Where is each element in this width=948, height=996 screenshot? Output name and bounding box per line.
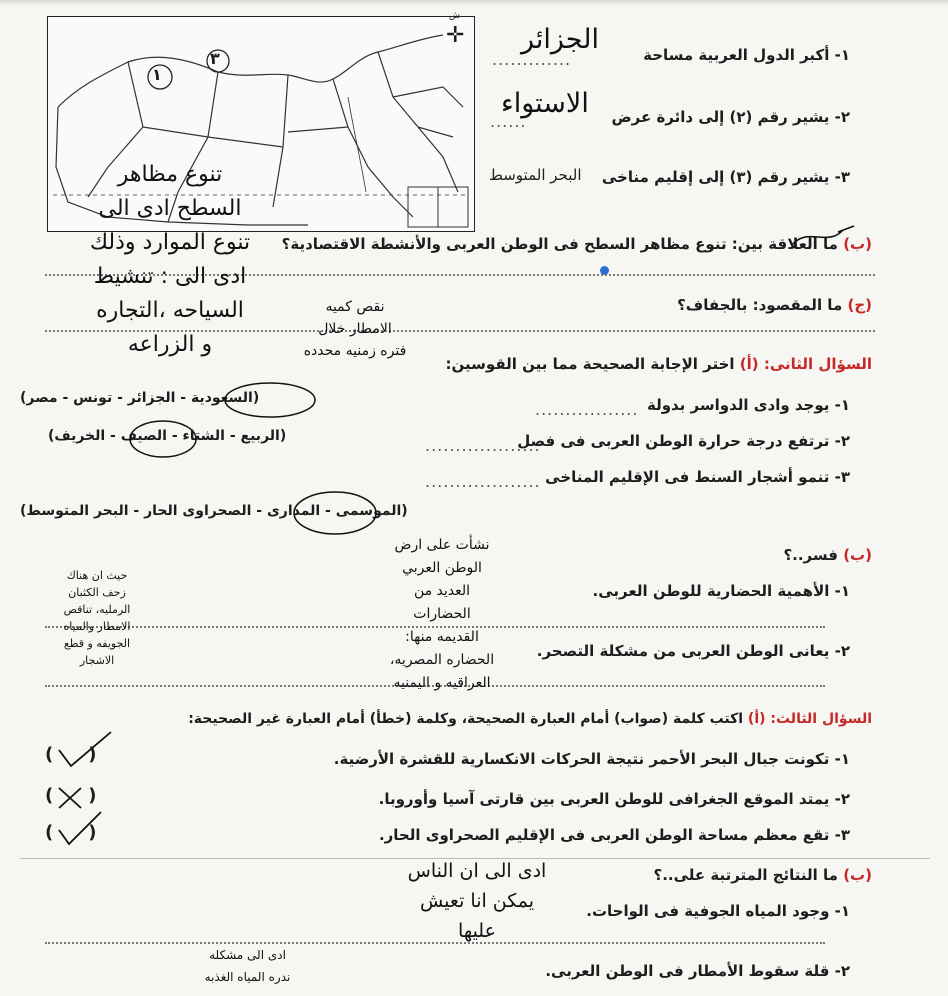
s1-c-label: (ج) (847, 296, 872, 314)
s1-c-question-row (677, 296, 872, 314)
s2-opts2: (الربيع - الشتاء - الصيف - الخريف) (48, 428, 287, 444)
s2-b-q2-answer-line-6: الاشجار (79, 654, 115, 667)
s2-b-q2-answer-line-2: زحف الكثبان (68, 586, 126, 599)
s3-b-q1-answer-line-1: ادى الى ان الناس (407, 860, 547, 882)
s3-b-q1-answer-line-3: عليها (458, 920, 496, 942)
strike-scribble (788, 222, 858, 252)
s2-head-text: اختر الإجابة الصحيحة مما بين القوسين: (445, 355, 735, 373)
s1-b-answer-line-3: تنوع الموارد وذلك (89, 230, 251, 255)
s3-b-q2-answer-line-1: ادى الى مشكله (209, 948, 286, 962)
s3-b-header (654, 866, 873, 884)
compass-icon: ✛ (446, 23, 465, 48)
s2-b-q1-answer-line-1: نشأت على ارض (394, 537, 490, 553)
s1-q1: ١- أكبر الدول العربية مساحة (643, 46, 850, 64)
s1-q2-dots: ...... (490, 112, 527, 131)
s3-q3-paren: ( ) (45, 822, 99, 843)
s2-opts3: (الموسمى - المدارى - الصحراوى الحار - البحر المتوسط) (20, 503, 408, 519)
circle-answer-3 (292, 490, 378, 536)
s1-a3-handwritten: البحر المتوسط (489, 166, 582, 184)
s2-q3: ٣- تنمو أشجار السنط فى الإقليم المناخى (545, 468, 850, 486)
s1-b-question: ما العلاقة بين: تنوع مظاهر السطح فى الوطن العربى والأنشطة الاقتصادية؟ (281, 235, 838, 253)
s1-a1-handwritten: الجزائر (521, 24, 599, 55)
check-mark-icon (55, 728, 115, 770)
s3-b-q2-answer-line-2: ندره المياه الغذبه (204, 970, 291, 984)
s1-c-answer-line (45, 330, 875, 332)
s2-opts1: (السعودية - الجزائر - تونس - مصر) (20, 390, 260, 406)
s2-b-q1-answer-line-2: الوطن العربي (402, 560, 482, 576)
s3-head-text: اكتب كلمة (صواب) أمام العبارة الصحيحة، وكلمة (خطأ) أمام العبارة غير الصحيحة: (188, 711, 744, 727)
s2-b-q2: ٢- يعانى الوطن العربى من مشكلة التصحر. (536, 642, 850, 660)
s3-q1: ١- تكونت جبال البحر الأحمر نتيجة الحركات الانكسارية للقشرة الأرضية. (333, 750, 850, 768)
compass-north-label: ش (449, 11, 460, 21)
s3-b-q1: ١- وجود المياه الجوفية فى الواحات. (586, 902, 850, 920)
s2-header (446, 355, 872, 373)
s2-b-q1-answer-line-3: العديد من (413, 583, 471, 599)
s2-b-q1-answer-line-6: الحضاره المصريه، (389, 652, 495, 668)
s3-q2-paren: ( ) (45, 785, 99, 806)
map-label-1: ١ (152, 65, 162, 84)
s1-b-answer-line-4: ادى الى : تنشيط (93, 264, 247, 289)
s2-b-q1-answer-line-4: الحضارات (413, 606, 471, 622)
s3-q2: ٢- يمتد الموقع الجغرافى للوطن العربى بين قارتى آسيا وأوروبا. (378, 790, 850, 808)
s1-c-answer-line-3: فتره زمنيه محدده (303, 343, 407, 359)
s1-q3: ٣- يشير رقم (٣) إلى إقليم مناخى (601, 168, 850, 186)
s2-b-q2-answer-line-5: الجويفه و قطع (63, 637, 131, 650)
s1-b-answer-line-1: تنوع مظاهر (117, 162, 223, 187)
s2-b-q2-answer-line-1: حيث ان هناك (66, 569, 128, 582)
s2-b-q2-answer-line-3: الرمليه، تناقص (63, 603, 131, 616)
s3-b-q1-answer (382, 856, 572, 946)
s2-q1: ١- يوجد وادى الدواسر بدولة (646, 396, 850, 414)
map-label-3: ٣ (210, 49, 220, 68)
s2-b-q1-answer-line-5: القديمه منها: (405, 629, 479, 645)
s1-c-question: ما المقصود: بالجفاف؟ (677, 296, 843, 314)
circle-answer-1 (222, 380, 318, 420)
circle-answer-2 (128, 418, 198, 460)
s1-b-answer-line-6: و الزراعه (127, 332, 213, 357)
s1-b-answer-line-2: السطح ادى الى (98, 196, 242, 221)
top-edge-strip (0, 0, 948, 6)
check-mark-icon-2 (55, 808, 105, 848)
s2-b-header (783, 546, 872, 564)
s1-b-answer-line-5: السياحه ،التجاره (96, 298, 244, 323)
s3-b-q2: ٢- قلة سقوط الأمطار فى الوطن العربى. (545, 962, 850, 980)
s2-b-q2-answer-line-4: الامطار والمياه (63, 620, 131, 633)
s1-b-question-row (282, 235, 872, 253)
s2-b-label: (ب) (843, 546, 872, 564)
s2-head-label: السؤال الثانى: (أ) (739, 355, 872, 373)
s3-head-label: السؤال الثالث: (أ) (747, 711, 872, 727)
s2-b-q2-answer (38, 567, 156, 669)
s3-q3: ٣- تقع معظم مساحة الوطن العربى فى الإقليم الصحراوى الحار. (378, 826, 850, 844)
s2-q2: ٢- ترتفع درجة حرارة الوطن العربى فى فصل (517, 432, 850, 450)
s1-c-answer-line-2: الامطار خلال (318, 321, 392, 337)
s2-q3-dots: ................... (425, 472, 541, 491)
s2-b-q1-answer-line-7: العراقيه و اليمنيه (393, 675, 491, 691)
s1-c-answer (280, 296, 430, 362)
s2-b-q1-answer (362, 534, 522, 695)
s3-b-head: ما النتائج المترتبة على..؟ (653, 866, 838, 884)
s3-header (188, 711, 872, 727)
s1-q1-dots: ............. (492, 50, 572, 69)
s2-q1-dots: ................. (535, 400, 639, 419)
s3-b-q2-answer (180, 944, 315, 988)
s1-q2: ٢- يشير رقم (٢) إلى دائرة عرض (611, 108, 850, 126)
s3-q1-paren: ( ) (45, 744, 99, 765)
s2-b-q1: ١- الأهمية الحضارية للوطن العربى. (592, 582, 850, 600)
s3-b-q1-answer-line-2: يمكن انا تعيش (419, 890, 535, 912)
s3-b-label: (ب) (843, 866, 872, 884)
s1-a2-handwritten: الاستواء (501, 88, 589, 119)
s2-q2-dots: ................... (425, 436, 541, 455)
s2-b-head: فسر..؟ (783, 546, 838, 564)
s1-b-label: (ب) (843, 235, 872, 253)
s1-c-answer-line-1: نقص كميه (325, 299, 385, 315)
